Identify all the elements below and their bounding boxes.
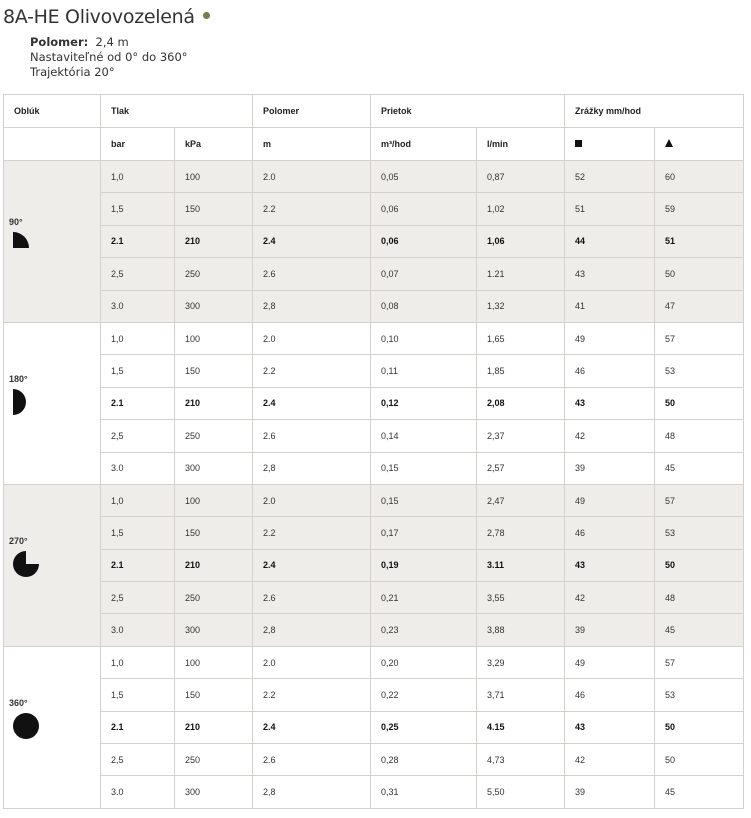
cell-bar: 1,5 [101,679,175,711]
cell-flow-m3: 0,23 [371,614,477,646]
product-title-text: 8A-HE Olivovozelená [3,6,195,28]
cell-flow-m3: 0,06 [371,193,477,225]
cell-kpa: 150 [175,193,253,225]
table-row [4,711,744,743]
spec-radius [30,35,188,50]
cell-kpa: 250 [175,582,253,614]
cell-precip-triangle: 47 [655,290,744,322]
cell-kpa: 150 [175,355,253,387]
cell-flow-lmin: 3,71 [477,679,565,711]
arc-cell [4,646,101,808]
table-row [4,679,744,711]
cell-precip-triangle: 50 [655,744,744,776]
cell-bar: 2,5 [101,258,175,290]
cell-radius: 2.2 [253,517,371,549]
subheader-lmin: l/min [477,128,565,161]
square-icon [575,140,582,147]
triangle-icon [665,139,673,147]
subheader-bar: bar [101,128,175,161]
arc-group [9,536,100,579]
cell-kpa: 100 [175,484,253,516]
three-quarter-circle-icon [13,551,100,579]
cell-precip-square: 39 [565,614,655,646]
cell-kpa: 210 [175,387,253,419]
cell-flow-lmin: 3.11 [477,549,565,581]
cell-bar: 1,5 [101,355,175,387]
arc-label: 360° [9,697,28,708]
arc-cell [4,484,101,646]
cell-flow-lmin: 3,88 [477,614,565,646]
cell-radius: 2.6 [253,420,371,452]
cell-precip-square: 51 [565,193,655,225]
cell-precip-triangle: 57 [655,322,744,354]
cell-bar: 2.1 [101,549,175,581]
cell-flow-m3: 0,15 [371,452,477,484]
cell-flow-lmin: 3,55 [477,582,565,614]
cell-flow-lmin: 2,37 [477,420,565,452]
arc-label: 270° [9,535,28,546]
cell-precip-triangle: 57 [655,646,744,678]
header-arc: Oblúk [4,95,101,128]
spec-trajectory: Trajektória 20° [30,65,115,79]
spec-radius-label: Polomer: [30,35,89,49]
subheader-kpa: kPa [175,128,253,161]
cell-flow-m3: 0,11 [371,355,477,387]
cell-radius: 2.2 [253,679,371,711]
cell-bar: 3.0 [101,614,175,646]
cell-radius: 2.4 [253,711,371,743]
cell-precip-triangle: 50 [655,711,744,743]
cell-flow-m3: 0,28 [371,744,477,776]
cell-bar: 1,0 [101,161,175,193]
product-specs [30,35,188,80]
cell-precip-square: 42 [565,420,655,452]
cell-flow-lmin: 4,73 [477,744,565,776]
table-row [4,290,744,322]
cell-radius: 2.0 [253,161,371,193]
cell-bar: 1,5 [101,517,175,549]
cell-radius: 2.0 [253,322,371,354]
cell-precip-triangle: 45 [655,452,744,484]
cell-kpa: 210 [175,549,253,581]
table-row [4,744,744,776]
table-row [4,549,744,581]
color-swatch [203,12,210,19]
cell-radius: 2,8 [253,452,371,484]
cell-kpa: 250 [175,420,253,452]
cell-flow-lmin: 1,32 [477,290,565,322]
cell-kpa: 300 [175,776,253,808]
arc-group [9,374,100,417]
cell-flow-lmin: 2,47 [477,484,565,516]
cell-precip-triangle: 53 [655,679,744,711]
cell-flow-m3: 0,19 [371,549,477,581]
arc-cell [4,161,101,323]
cell-flow-lmin: 1.21 [477,258,565,290]
cell-bar: 1,0 [101,322,175,354]
cell-precip-square: 41 [565,290,655,322]
table-row [4,161,744,193]
cell-flow-m3: 0,25 [371,711,477,743]
cell-bar: 2,5 [101,582,175,614]
table-row [4,582,744,614]
cell-flow-m3: 0,06 [371,225,477,257]
table-row [4,322,744,354]
table-row [4,355,744,387]
arc-group [9,698,100,741]
cell-precip-square: 43 [565,387,655,419]
table-row [4,484,744,516]
cell-precip-triangle: 48 [655,420,744,452]
cell-kpa: 300 [175,614,253,646]
cell-kpa: 250 [175,258,253,290]
arc-group [9,217,100,250]
cell-radius: 2.4 [253,549,371,581]
cell-precip-triangle: 53 [655,517,744,549]
cell-precip-square: 43 [565,549,655,581]
cell-radius: 2.0 [253,646,371,678]
cell-flow-m3: 0,21 [371,582,477,614]
cell-precip-triangle: 57 [655,484,744,516]
cell-precip-triangle: 59 [655,193,744,225]
cell-flow-m3: 0,12 [371,387,477,419]
cell-precip-square: 39 [565,452,655,484]
cell-bar: 2.1 [101,225,175,257]
cell-flow-m3: 0,15 [371,484,477,516]
cell-radius: 2.2 [253,193,371,225]
cell-precip-square: 42 [565,582,655,614]
cell-precip-square: 52 [565,161,655,193]
cell-radius: 2.4 [253,225,371,257]
spec-adjustable: Nastaviteľné od 0° do 360° [30,50,188,64]
cell-bar: 1,5 [101,193,175,225]
cell-kpa: 150 [175,517,253,549]
cell-kpa: 210 [175,225,253,257]
cell-flow-lmin: 2,78 [477,517,565,549]
header-pressure: Tlak [101,95,253,128]
subheader-m: m [253,128,371,161]
cell-bar: 1,0 [101,484,175,516]
table-row [4,452,744,484]
cell-bar: 1,0 [101,646,175,678]
cell-precip-square: 49 [565,322,655,354]
cell-flow-m3: 0,20 [371,646,477,678]
cell-precip-triangle: 60 [655,161,744,193]
cell-kpa: 100 [175,322,253,354]
cell-flow-m3: 0,17 [371,517,477,549]
cell-flow-lmin: 1,85 [477,355,565,387]
table-row [4,387,744,419]
table-row [4,517,744,549]
header-radius: Polomer [253,95,371,128]
cell-precip-triangle: 50 [655,258,744,290]
spec-radius-value: 2,4 m [95,35,129,49]
cell-bar: 2.1 [101,711,175,743]
table-row [4,614,744,646]
full-circle-icon [13,713,100,741]
cell-flow-m3: 0,22 [371,679,477,711]
cell-radius: 2.6 [253,744,371,776]
cell-flow-m3: 0,10 [371,322,477,354]
cell-precip-square: 43 [565,258,655,290]
half-circle-icon [13,389,100,417]
arc-cell [4,322,101,484]
cell-kpa: 300 [175,452,253,484]
cell-bar: 3.0 [101,776,175,808]
cell-precip-square: 42 [565,744,655,776]
cell-flow-lmin: 1,06 [477,225,565,257]
cell-precip-square: 39 [565,776,655,808]
cell-bar: 3.0 [101,452,175,484]
cell-radius: 2,8 [253,776,371,808]
cell-kpa: 100 [175,161,253,193]
arc-label: 90° [9,216,23,227]
cell-precip-square: 46 [565,517,655,549]
cell-precip-square: 49 [565,484,655,516]
cell-flow-m3: 0,07 [371,258,477,290]
cell-radius: 2.4 [253,387,371,419]
cell-radius: 2.6 [253,582,371,614]
cell-precip-triangle: 45 [655,776,744,808]
cell-precip-square: 43 [565,711,655,743]
subheader-m3: m³/hod [371,128,477,161]
cell-flow-lmin: 5,50 [477,776,565,808]
cell-flow-lmin: 2,08 [477,387,565,419]
cell-flow-lmin: 3,29 [477,646,565,678]
cell-kpa: 150 [175,679,253,711]
cell-flow-m3: 0,08 [371,290,477,322]
cell-flow-lmin: 1,02 [477,193,565,225]
table-row [4,225,744,257]
subheader-square [565,128,655,161]
cell-precip-square: 44 [565,225,655,257]
cell-flow-lmin: 4.15 [477,711,565,743]
cell-precip-triangle: 50 [655,387,744,419]
cell-bar: 2.1 [101,387,175,419]
cell-precip-triangle: 51 [655,225,744,257]
performance-table [3,94,744,809]
cell-flow-lmin: 2,57 [477,452,565,484]
cell-bar: 2,5 [101,744,175,776]
subheader-empty [4,128,101,161]
cell-flow-lmin: 0,87 [477,161,565,193]
cell-radius: 2,8 [253,614,371,646]
header-precipitation: Zrážky mm/hod [565,95,744,128]
table-row [4,258,744,290]
cell-precip-square: 49 [565,646,655,678]
cell-precip-triangle: 50 [655,549,744,581]
product-title [3,6,210,28]
cell-precip-triangle: 45 [655,614,744,646]
cell-flow-lmin: 1,65 [477,322,565,354]
cell-precip-triangle: 48 [655,582,744,614]
cell-precip-square: 46 [565,355,655,387]
cell-bar: 3.0 [101,290,175,322]
cell-precip-square: 46 [565,679,655,711]
cell-flow-m3: 0,14 [371,420,477,452]
header-flow: Prietok [371,95,565,128]
table-row [4,193,744,225]
cell-precip-triangle: 53 [655,355,744,387]
cell-kpa: 250 [175,744,253,776]
cell-bar: 2,5 [101,420,175,452]
table-row [4,776,744,808]
cell-radius: 2.0 [253,484,371,516]
cell-radius: 2.2 [253,355,371,387]
quarter-circle-icon [13,232,100,250]
table-row [4,646,744,678]
cell-kpa: 100 [175,646,253,678]
cell-kpa: 210 [175,711,253,743]
subheader-triangle [655,128,744,161]
arc-label: 180° [9,373,28,384]
cell-radius: 2.6 [253,258,371,290]
cell-flow-m3: 0,05 [371,161,477,193]
cell-kpa: 300 [175,290,253,322]
cell-radius: 2,8 [253,290,371,322]
cell-flow-m3: 0,31 [371,776,477,808]
table-row [4,420,744,452]
